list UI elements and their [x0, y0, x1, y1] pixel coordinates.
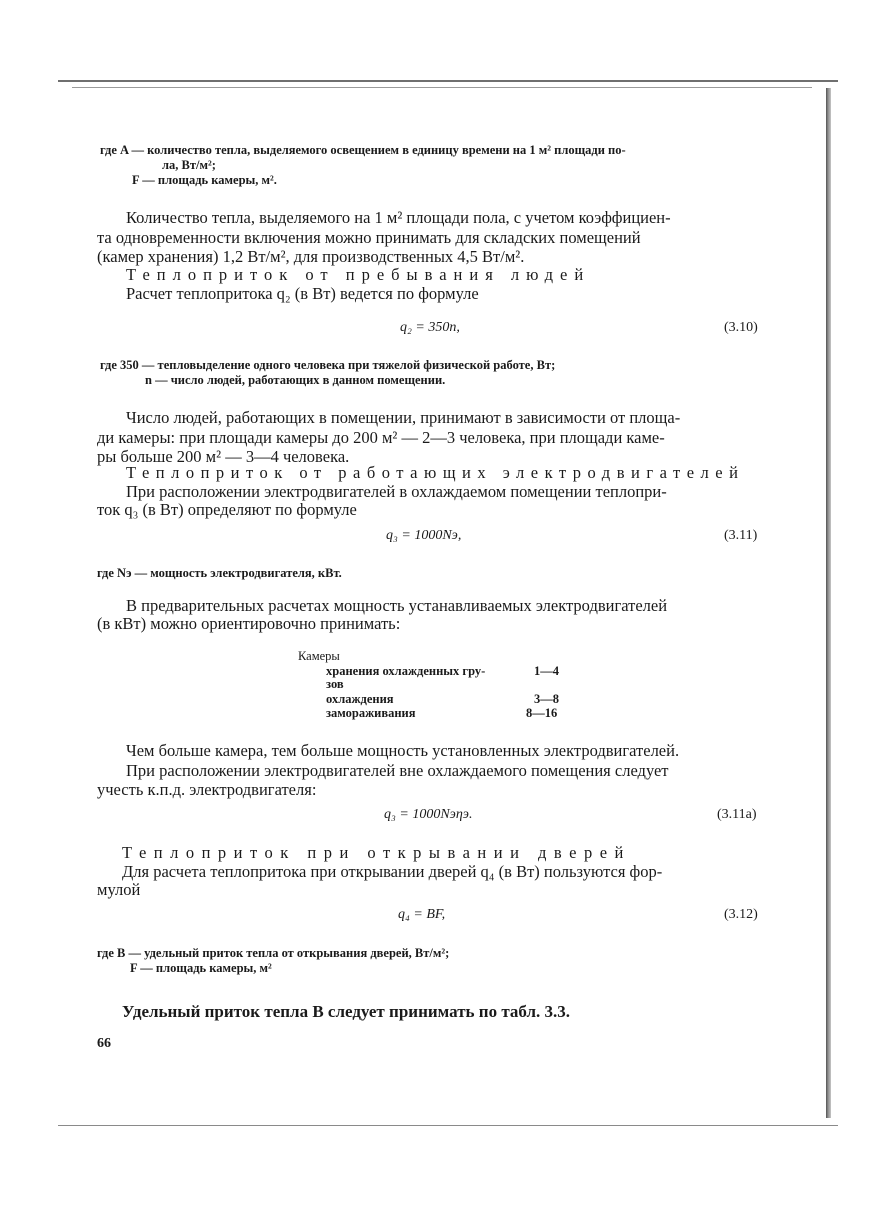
- page-number: 66: [97, 1036, 111, 1051]
- heading-people: Теплоприток от пребывания людей: [126, 265, 591, 284]
- defs1-line2: ла, Вт/м²;: [162, 158, 216, 172]
- defs1-line3: F — площадь камеры, м².: [132, 173, 277, 187]
- defs4-line1: где B — удельный приток тепла от открывания дверей, Вт/м²;: [97, 946, 450, 960]
- defs3: где Nэ — мощность электродвигателя, кВт.: [97, 566, 342, 580]
- heading-doors: Теплоприток при открывании дверей: [122, 843, 631, 862]
- defs1-line1: где A — количество тепла, выделяемого освещением в единицу времени на 1 м² площади по-: [100, 143, 626, 157]
- eqnum-3-10: (3.10): [724, 320, 758, 335]
- defs2-line2: n — число людей, работающих в данном помещении.: [145, 373, 446, 387]
- top-rule-thin: [72, 87, 812, 88]
- para5-line1: Чем больше камера, тем больше мощность установленных электродвигателей.: [126, 741, 680, 760]
- formula-3-10: q₂ = 350n,: [400, 320, 460, 335]
- bottom-rule: [58, 1125, 838, 1126]
- para1-line3: (камер хранения) 1,2 Вт/м², для производственных 4,5 Вт/м².: [97, 247, 525, 266]
- table-row-label: охлаждения: [326, 692, 394, 706]
- para5-line3: учесть к.п.д. электродвигателя:: [97, 780, 317, 799]
- para2-line2: ди камеры: при площади камеры до 200 м² — 2—3 человека, при площади каме-: [97, 428, 665, 447]
- para2-line3: ры больше 200 м² — 3—4 человека.: [97, 447, 350, 466]
- para6-line1: Для расчета теплопритока при открывании дверей q₄ (в Вт) пользуются фор-: [122, 862, 663, 881]
- scan-edge: [826, 88, 831, 1118]
- para5-line2: При расположении электродвигателей вне охлаждаемого помещения следует: [126, 761, 669, 780]
- para3-line2: ток q₃ (в Вт) определяют по формуле: [97, 500, 357, 519]
- para2-line1: Число людей, работающих в помещении, принимают в зависимости от площа-: [126, 408, 681, 427]
- final-sentence: Удельный приток тепла B следует принимать по табл. 3.3.: [122, 1002, 571, 1021]
- table-row-value: 3—8: [534, 692, 559, 706]
- para6-line2: мулой: [97, 880, 141, 899]
- formula-3-12: q₄ = BF,: [398, 907, 446, 922]
- table-row-value: 1—4: [534, 664, 559, 678]
- eqnum-3-11a: (3.11a): [717, 807, 757, 822]
- table-row-label: замораживания: [326, 706, 416, 720]
- heading-motors: Теплоприток от работающих электродвигателей: [126, 463, 745, 482]
- table-row-label-cont: зов: [326, 677, 344, 691]
- formula-3-11a: q₃ = 1000Nэηэ.: [384, 807, 473, 822]
- table-row-value: 8—16: [526, 706, 558, 720]
- table-header: Камеры: [298, 649, 340, 663]
- table-row-label: хранения охлажденных гру-: [326, 664, 486, 678]
- defs4-line2: F — площадь камеры, м²: [130, 961, 272, 975]
- calc-q2: Расчет теплопритока q₂ (в Вт) ведется по формуле: [126, 284, 479, 303]
- para1-line1: Количество тепла, выделяемого на 1 м² площади пола, с учетом коэффициен-: [126, 208, 671, 227]
- para4-line1: В предварительных расчетах мощность устанавливаемых электродвигателей: [126, 596, 668, 615]
- para3-line1: При расположении электродвигателей в охлаждаемом помещении теплопри-: [126, 482, 667, 501]
- eqnum-3-12: (3.12): [724, 907, 758, 922]
- defs2-line1: где 350 — тепловыделение одного человека при тяжелой физической работе, Вт;: [100, 358, 556, 372]
- para4-line2: (в кВт) можно ориентировочно принимать:: [97, 614, 401, 633]
- eqnum-3-11: (3.11): [724, 528, 758, 543]
- para1-line2: та одновременности включения можно принимать для складских помещений: [97, 228, 641, 247]
- top-rule: [58, 80, 838, 82]
- formula-3-11: q₃ = 1000Nэ,: [386, 528, 462, 543]
